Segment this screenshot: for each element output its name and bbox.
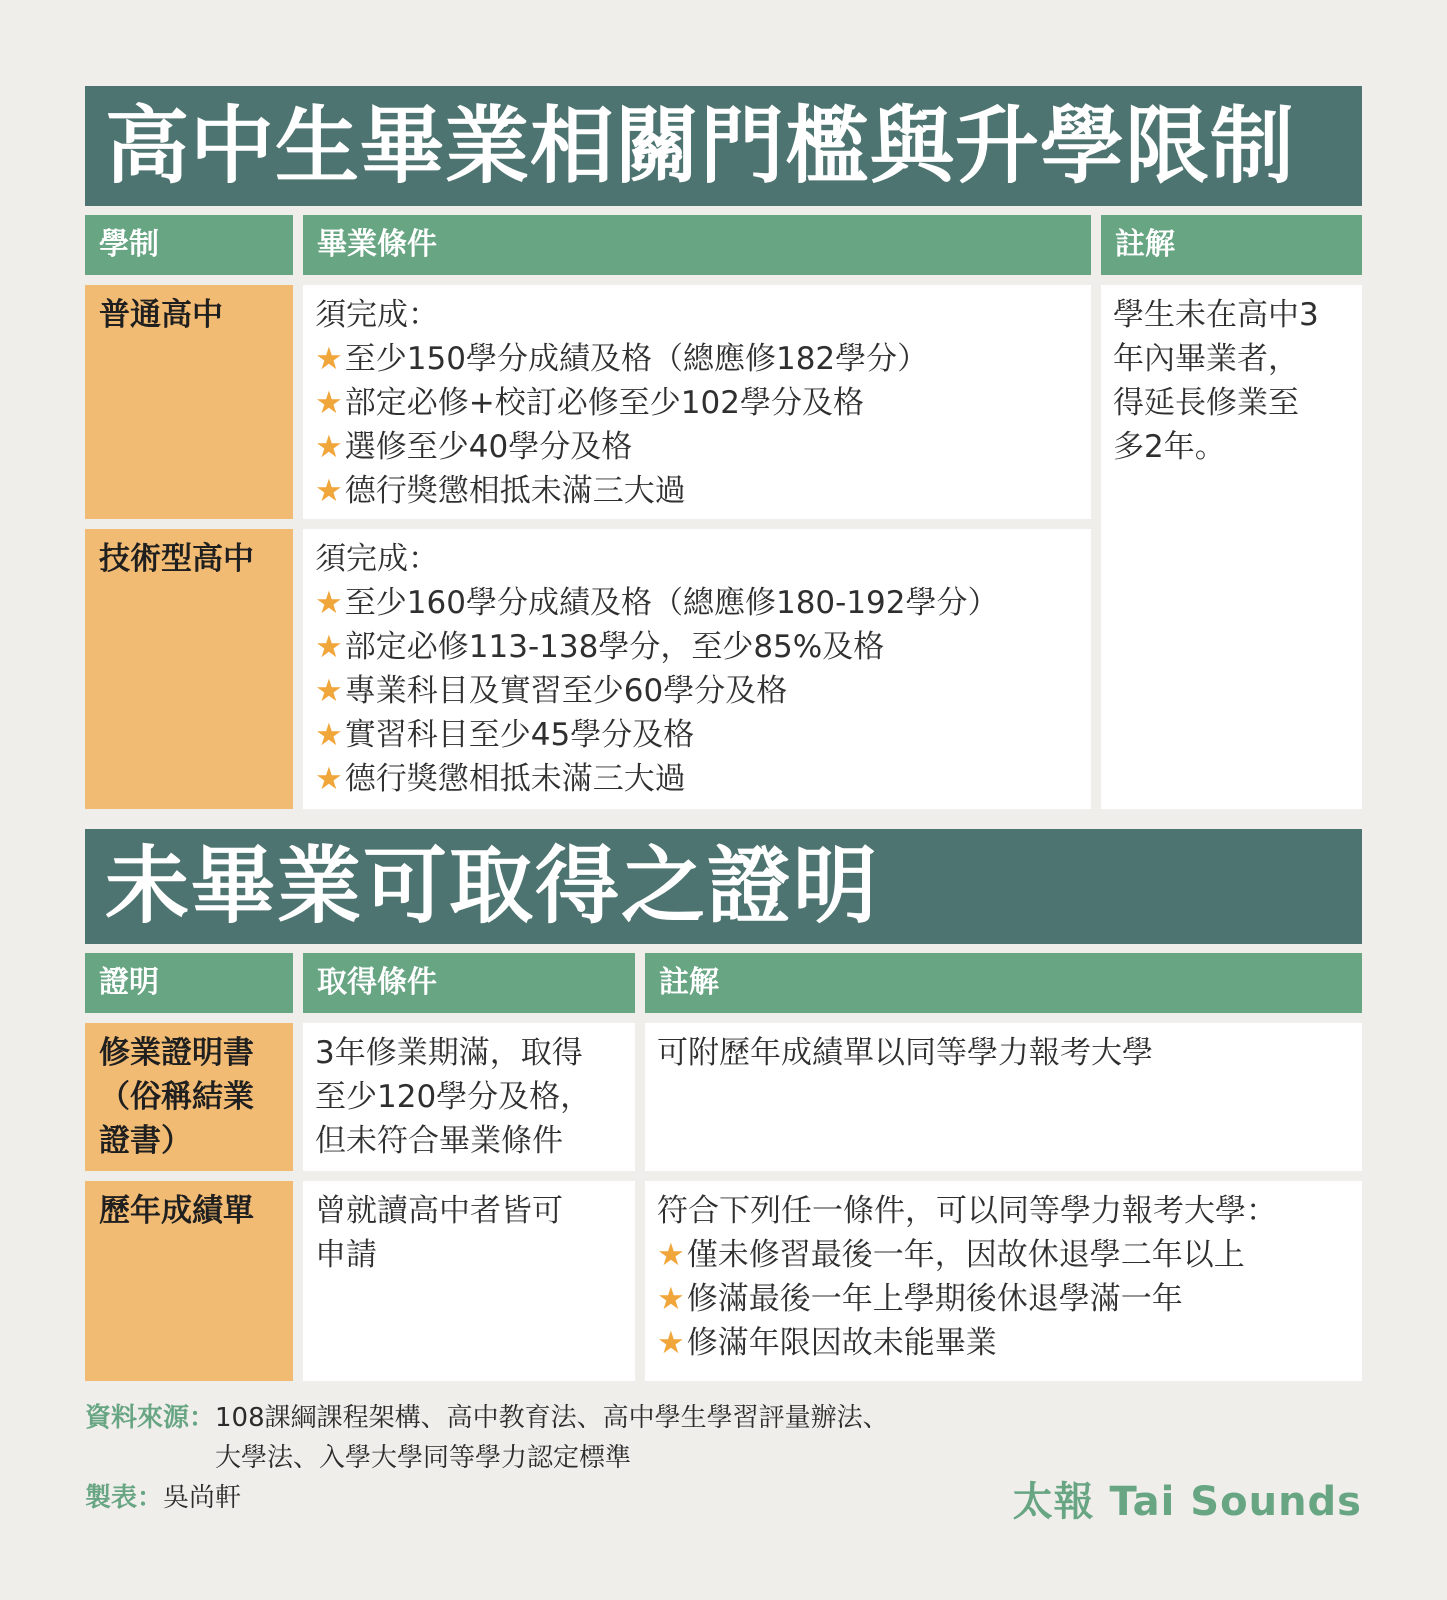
header-certificate: 證明: [85, 953, 293, 1013]
star-icon: ★: [315, 673, 343, 709]
notes-transcript: [645, 1181, 1362, 1381]
source-row: [85, 1398, 1015, 1478]
certificate-table: [85, 953, 1362, 1381]
list-item: ★部定必修113-138學分，至少85%及格: [315, 629, 885, 665]
notes-cell: [1101, 285, 1362, 809]
conditions-vocational-high-school: [303, 529, 1091, 809]
star-icon: ★: [315, 717, 343, 753]
source-line: 大學法、入學大學同等學力認定標準: [215, 1443, 632, 1473]
list-item: ★至少160學分成績及格（總應修180-192學分）: [315, 585, 999, 621]
footer-sources: [85, 1398, 1015, 1518]
list-item: ★德行獎懲相抵未滿三大過: [315, 473, 686, 509]
requirements-certificate-of-study: 3年修業期滿，取得 至少120學分及格， 但未符合畢業條件: [303, 1023, 635, 1171]
header-school-type: 學制: [85, 215, 293, 275]
note-line: 年內畢業者，: [1113, 341, 1299, 377]
graduation-table: [85, 215, 1362, 809]
star-icon: ★: [315, 341, 343, 377]
star-icon: ★: [315, 429, 343, 465]
conditions-general-high-school: [303, 285, 1091, 519]
note-line: 多2年。: [1113, 429, 1226, 465]
star-icon: ★: [657, 1237, 685, 1273]
row-label-vocational-high-school: 技術型高中: [85, 529, 293, 809]
infographic: [85, 86, 1362, 1381]
conditions-intro: 須完成：: [315, 541, 439, 577]
list-item: ★德行獎懲相抵未滿三大過: [315, 761, 686, 797]
header-requirements: 取得條件: [303, 953, 635, 1013]
star-icon: ★: [315, 385, 343, 421]
maker-name: 吳尚軒: [163, 1483, 242, 1513]
list-item: ★實習科目至少45學分及格: [315, 717, 695, 753]
list-item: ★僅未修習最後一年，因故休退學二年以上: [657, 1237, 1245, 1273]
star-icon: ★: [315, 629, 343, 665]
section2-title: 未畢業可取得之證明: [85, 829, 1362, 944]
star-icon: ★: [315, 585, 343, 621]
row-label-transcript: 歷年成績單: [85, 1181, 293, 1381]
star-icon: ★: [315, 473, 343, 509]
list-item: ★修滿最後一年上學期後休退學滿一年: [657, 1281, 1183, 1317]
header-graduation-conditions: 畢業條件: [303, 215, 1091, 275]
notes-certificate-of-study: 可附歷年成績單以同等學力報考大學: [645, 1023, 1362, 1171]
list-item: ★選修至少40學分及格: [315, 429, 633, 465]
requirements-transcript: 曾就讀高中者皆可 申請: [303, 1181, 635, 1381]
star-icon: ★: [657, 1281, 685, 1317]
maker-row: [85, 1478, 1015, 1518]
source-list: [215, 1398, 1015, 1478]
source-label: 資料來源：: [85, 1403, 216, 1433]
list-item: ★至少150學分成績及格（總應修182學分）: [315, 341, 929, 377]
list-item: ★專業科目及實習至少60學分及格: [315, 673, 788, 709]
star-icon: ★: [657, 1325, 685, 1361]
section1-title: 高中生畢業相關門檻與升學限制: [85, 86, 1362, 206]
row-label-general-high-school: 普通高中: [85, 285, 293, 519]
maker-label: 製表：: [85, 1483, 164, 1513]
star-icon: ★: [315, 761, 343, 797]
header-notes: 註解: [645, 953, 1362, 1013]
note-line: 得延長修業至: [1113, 385, 1299, 421]
row-label-certificate-of-study: 修業證明書 （俗稱結業 證書）: [85, 1023, 293, 1171]
list-item: ★修滿年限因故未能畢業: [657, 1325, 997, 1361]
conditions-intro: 符合下列任一條件，可以同等學力報考大學：: [657, 1193, 1277, 1229]
header-notes: 註解: [1101, 215, 1362, 275]
brand-logo: 太報 Tai Sounds: [1012, 1479, 1362, 1525]
source-line: 108課綱課程架構、高中教育法、高中學生學習評量辦法、: [215, 1403, 889, 1433]
note-line: 學生未在高中3: [1113, 297, 1319, 333]
list-item: ★部定必修+校訂必修至少102學分及格: [315, 385, 864, 421]
conditions-intro: 須完成：: [315, 297, 439, 333]
